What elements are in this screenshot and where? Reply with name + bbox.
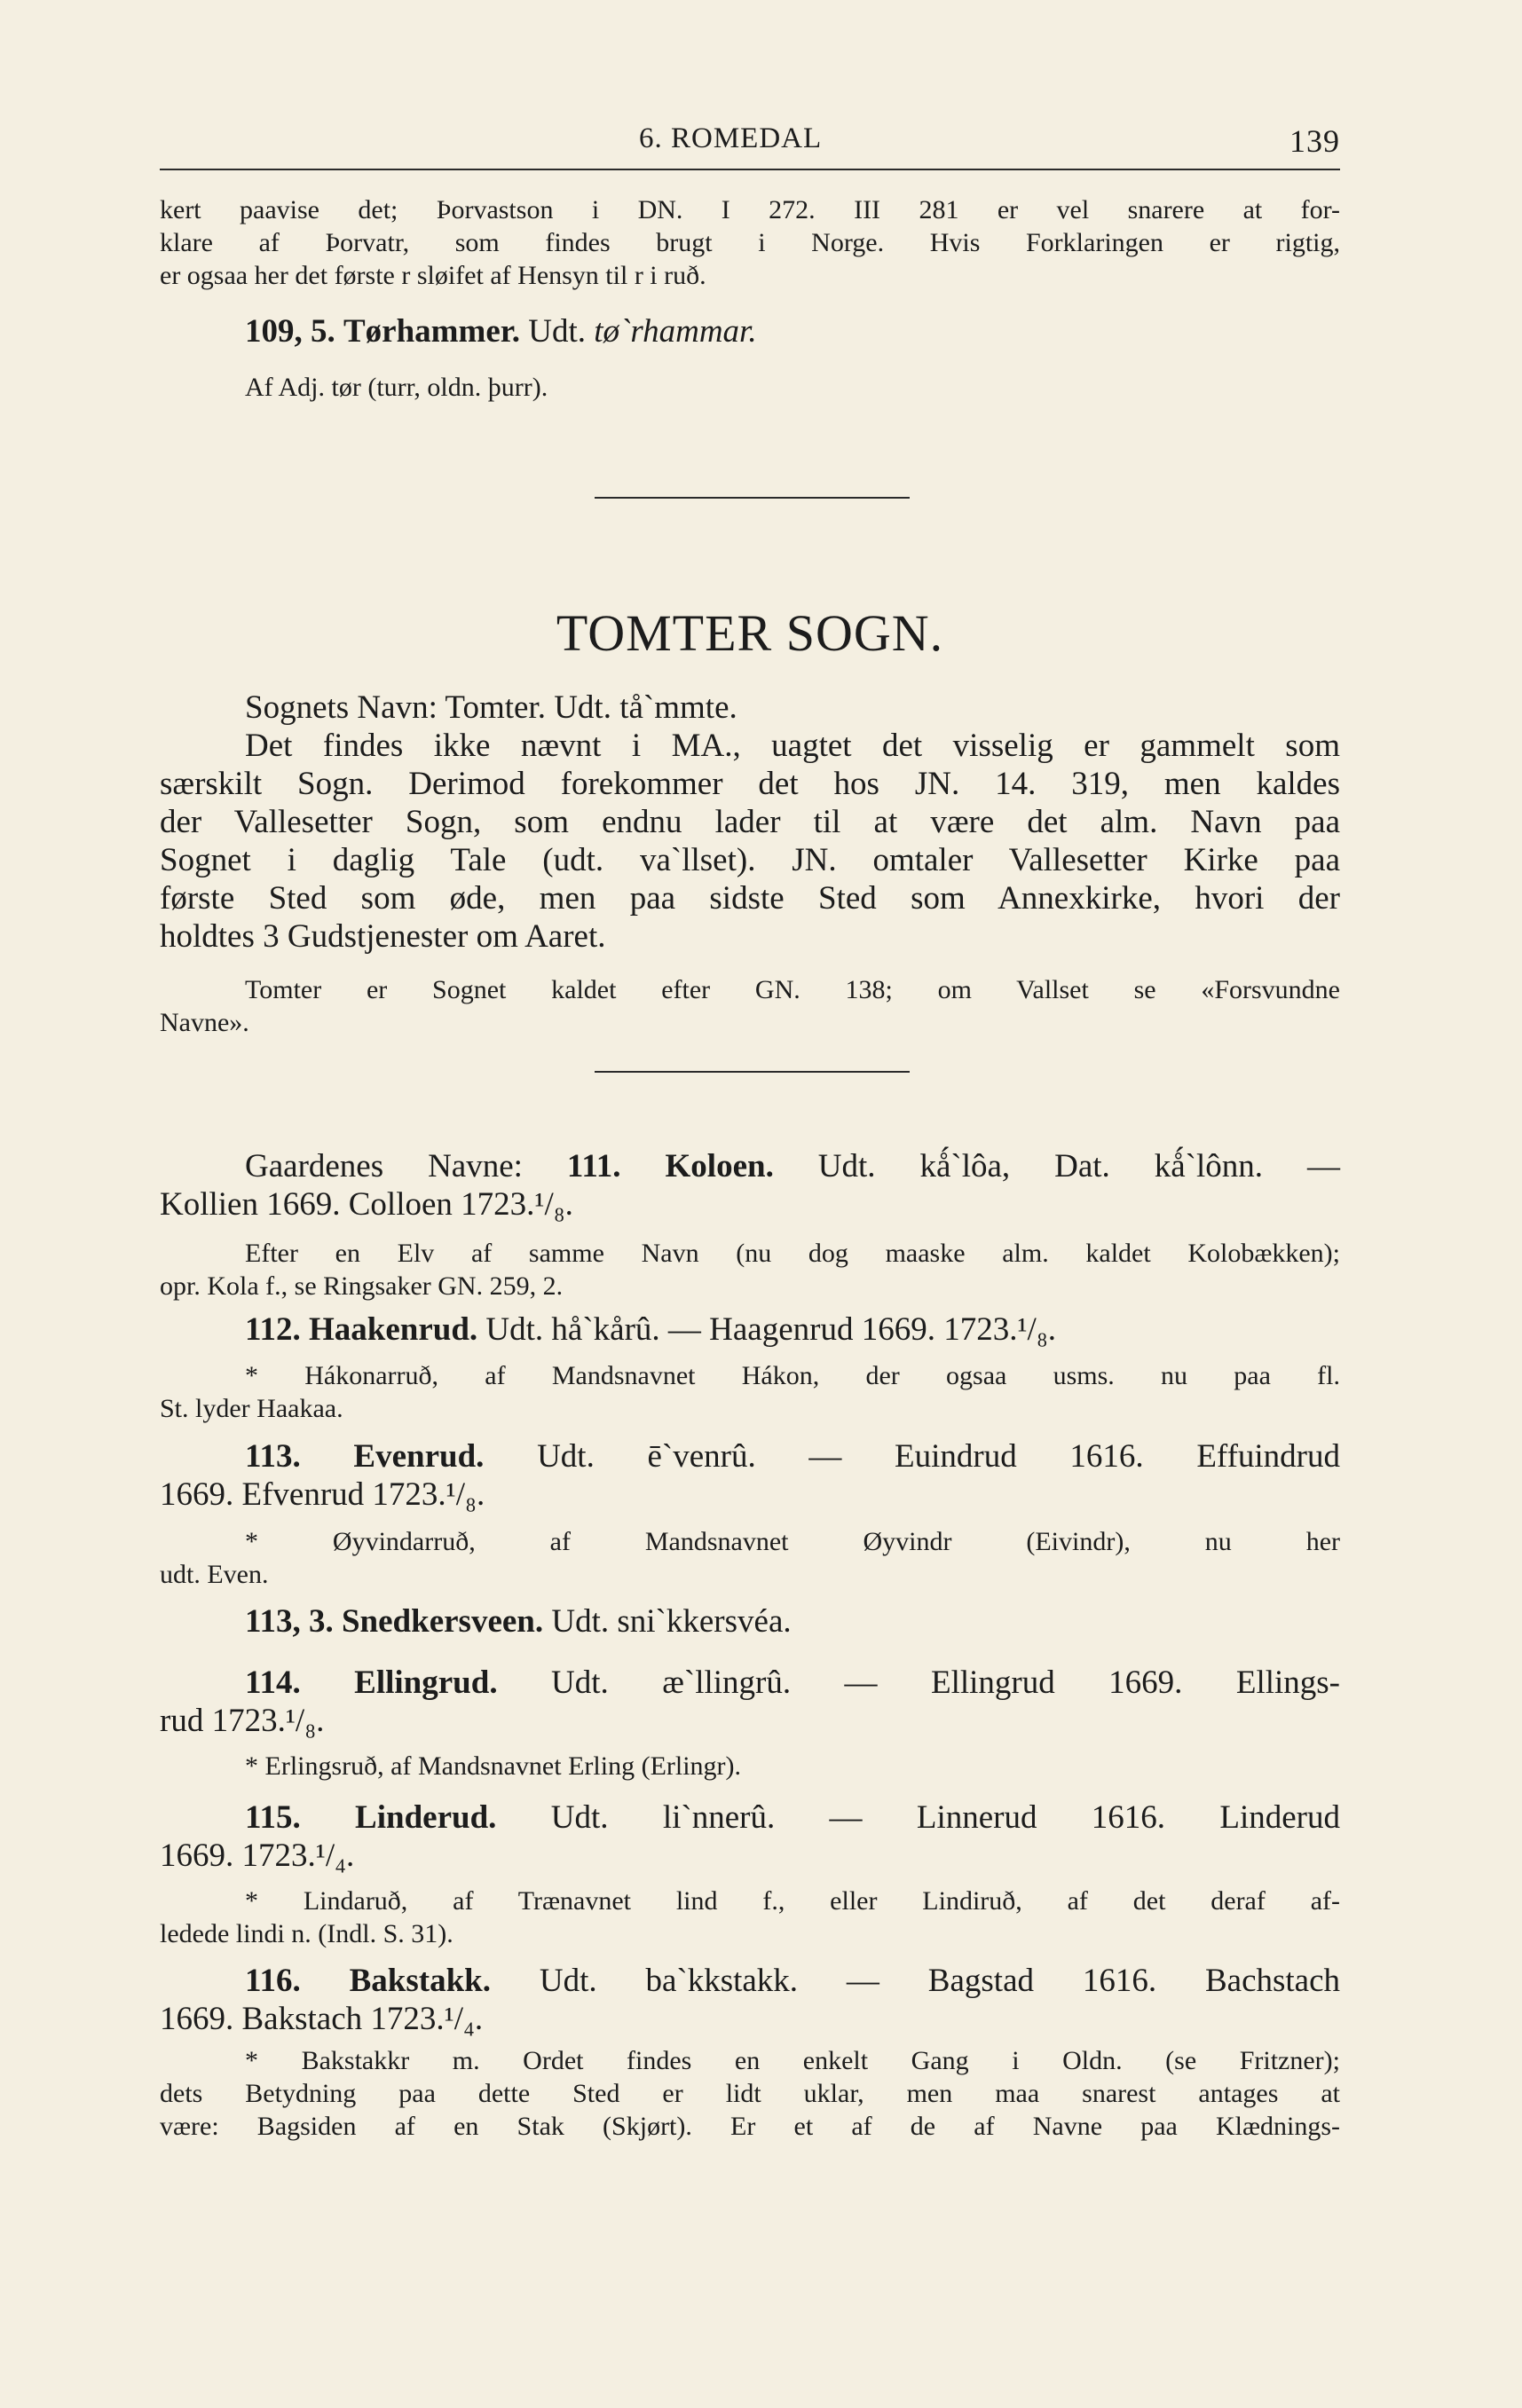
entry-113-line-1 [160, 1437, 1340, 1475]
entry-number: 111. [566, 1148, 621, 1184]
entry-rest: Udt. hå`kårû. — Haagenrud 1669. 1723.¹/₈. [477, 1311, 1056, 1348]
entry-number: 116. [245, 1963, 301, 1999]
note-line-2: ledede lindi n. (Indl. S. 31). [160, 1919, 453, 1948]
entry-113 [160, 1437, 1340, 1514]
entry-number: 114. [245, 1664, 301, 1701]
entry-114-note [160, 1750, 1340, 1782]
running-head [160, 122, 1340, 167]
entry-name: Haakenrud. [308, 1311, 478, 1348]
header-rule [160, 169, 1340, 170]
entry-116-note [160, 2044, 1340, 2143]
entry-115-note [160, 1885, 1340, 1950]
entry-name: Tørhammer. [343, 313, 521, 350]
entry-number: 115. [245, 1799, 301, 1836]
page-number: 139 [1289, 123, 1340, 159]
section-heading: TOMTER SOGN. [556, 604, 944, 662]
entry-rest: Udt. æ`llingrû. — Ellingrud 1669. Ellings- [497, 1664, 1340, 1701]
entry-rest: Udt. ba`kkstakk. — Bagstad 1616. Bachstach [490, 1963, 1341, 1999]
entry-name: Bakstakk. [349, 1963, 491, 1999]
entry-rest: Udt. kǻ`lôa, Dat. kǻ`lônn. — [773, 1148, 1340, 1184]
entry-number: 113. [245, 1438, 301, 1475]
entry-115-line-1 [160, 1798, 1340, 1837]
section-rule-2 [595, 1071, 910, 1073]
entry-111-line-2: Kollien 1669. Colloen 1723.¹/₈. [160, 1186, 573, 1223]
entry-rest: Udt. sni`kkersvéa. [543, 1603, 792, 1640]
sogn-note [160, 973, 1340, 1039]
entry-116 [160, 1962, 1340, 2038]
entry-116-line-2: 1669. Bakstach 1723.¹/₄. [160, 2001, 484, 2037]
note-line-2: udt. Even. [160, 1560, 269, 1589]
entry-112-note [160, 1359, 1340, 1425]
entry-113-3 [160, 1602, 1340, 1641]
entry-rest: Udt. ē`venrû. — Euindrud 1616. Effuindrud [484, 1438, 1340, 1475]
note-line-3: være: Bagsiden af en Stak (Skjørt). Er et af de af Navne paa Klædnings- [160, 2112, 1340, 2141]
intro-line-2: klare af Þorvatr, som findes brugt i Norge. Hvis Forklaringen er rigtig, [160, 228, 1340, 257]
note-line-2: St. lyder Haakaa. [160, 1394, 343, 1423]
note-line-1: Efter en Elv af samme Navn (nu dog maaske alm. kaldet Kolobækken); [245, 1239, 1340, 1268]
entry-116-line-1 [160, 1962, 1340, 2000]
intro-line-3: er ogsaa her det første r sløifet af Hensyn til r i ruð. [160, 261, 706, 290]
sogn-line-2: Det findes ikke nævnt i MA., uagtet det visselig er gammelt som [245, 728, 1340, 764]
entry-111-note [160, 1237, 1340, 1302]
sogn-line-5: Sognet i daglig Tale (udt. va`llset). JN. omtaler Vallesetter Kirke paa [160, 842, 1340, 878]
intro-line-1: kert paavise det; Þorvastson i DN. I 272. III 281 er vel snarere at for- [160, 195, 1340, 224]
entry-112-line-1 [160, 1310, 1340, 1349]
entry-114-line-1 [160, 1664, 1340, 1702]
entry-109 [160, 312, 1340, 350]
entry-113-note [160, 1525, 1340, 1591]
udt-label: Udt. [528, 313, 587, 350]
note-line-1: * Bakstakkr m. Ordet findes en enkelt Gang i Oldn. (se Fritzner); [245, 2046, 1340, 2075]
sogn-line-6: første Sted som øde, men paa sidste Sted som Annexkirke, hvori der [160, 880, 1340, 917]
section-rule [595, 497, 910, 499]
gaarde-label: Gaardenes Navne: [245, 1148, 567, 1184]
sogn-note-line-2: Navne». [160, 1008, 249, 1037]
page [160, 0, 1340, 2408]
intro-paragraph [160, 193, 1340, 292]
entry-111 [160, 1147, 1340, 1224]
entry-number: 109, 5. [245, 313, 335, 350]
entry-113-line-2: 1669. Efvenrud 1723.¹/₈. [160, 1476, 485, 1513]
note-line-2: opr. Kola f., se Ringsaker GN. 259, 2. [160, 1271, 564, 1301]
note-line-1: * Øyvindarruð, af Mandsnavnet Øyvindr (Eivindr), nu her [245, 1527, 1340, 1556]
entry-name: Snedkersveen. [341, 1603, 544, 1640]
entry-109-note: Af Adj. tør (turr, oldn. þurr). [245, 373, 548, 402]
note-line-1: * Erlingsruð, af Mandsnavnet Erling (Erlingr). [245, 1751, 742, 1781]
entry-115-line-2: 1669. 1723.¹/₄. [160, 1837, 355, 1874]
note-line-2: dets Betydning paa dette Sted er lidt uklar, men maa snarest antages at [160, 2079, 1340, 2108]
entry-112 [160, 1310, 1340, 1349]
note-line-1: * Hákonarruð, af Mandsnavnet Hákon, der ogsaa usms. nu paa fl. [245, 1361, 1340, 1390]
entry-111-line-1 [160, 1147, 1340, 1185]
chapter-title: 6. ROMEDAL [639, 122, 823, 154]
entry-115 [160, 1798, 1340, 1875]
entry-number: 113, 3. [245, 1603, 334, 1640]
sogn-line-4: der Vallesetter Sogn, som endnu lader til at være det alm. Navn paa [160, 804, 1340, 840]
entry-114 [160, 1664, 1340, 1740]
entry-name: Koloen. [665, 1148, 774, 1184]
sogn-line-3: særskilt Sogn. Derimod forekommer det hos JN. 14. 319, men kaldes [160, 766, 1340, 802]
sogn-line-1: Sognets Navn: Tomter. Udt. tå`mmte. [245, 689, 737, 726]
entry-name: Ellingrud. [354, 1664, 498, 1701]
entry-114-line-2: rud 1723.¹/₈. [160, 1703, 325, 1739]
entry-number: 112. [245, 1311, 301, 1348]
sogn-note-line-1: Tomter er Sognet kaldet efter GN. 138; om Vallset se «Forsvundne [245, 975, 1340, 1004]
entry-113-3-line-1 [160, 1602, 1340, 1641]
sogn-paragraph [160, 689, 1340, 956]
note-line-1: * Lindaruð, af Trænavnet lind f., eller Lindiruð, af det deraf af- [245, 1886, 1340, 1916]
pronunciation: tø`rhammar. [594, 313, 757, 350]
entry-rest: Udt. li`nnerû. — Linnerud 1616. Linderud [496, 1799, 1341, 1836]
entry-name: Linderud. [355, 1799, 497, 1836]
sogn-line-7: holdtes 3 Gudstjenester om Aaret. [160, 918, 606, 955]
entry-name: Evenrud. [353, 1438, 485, 1475]
